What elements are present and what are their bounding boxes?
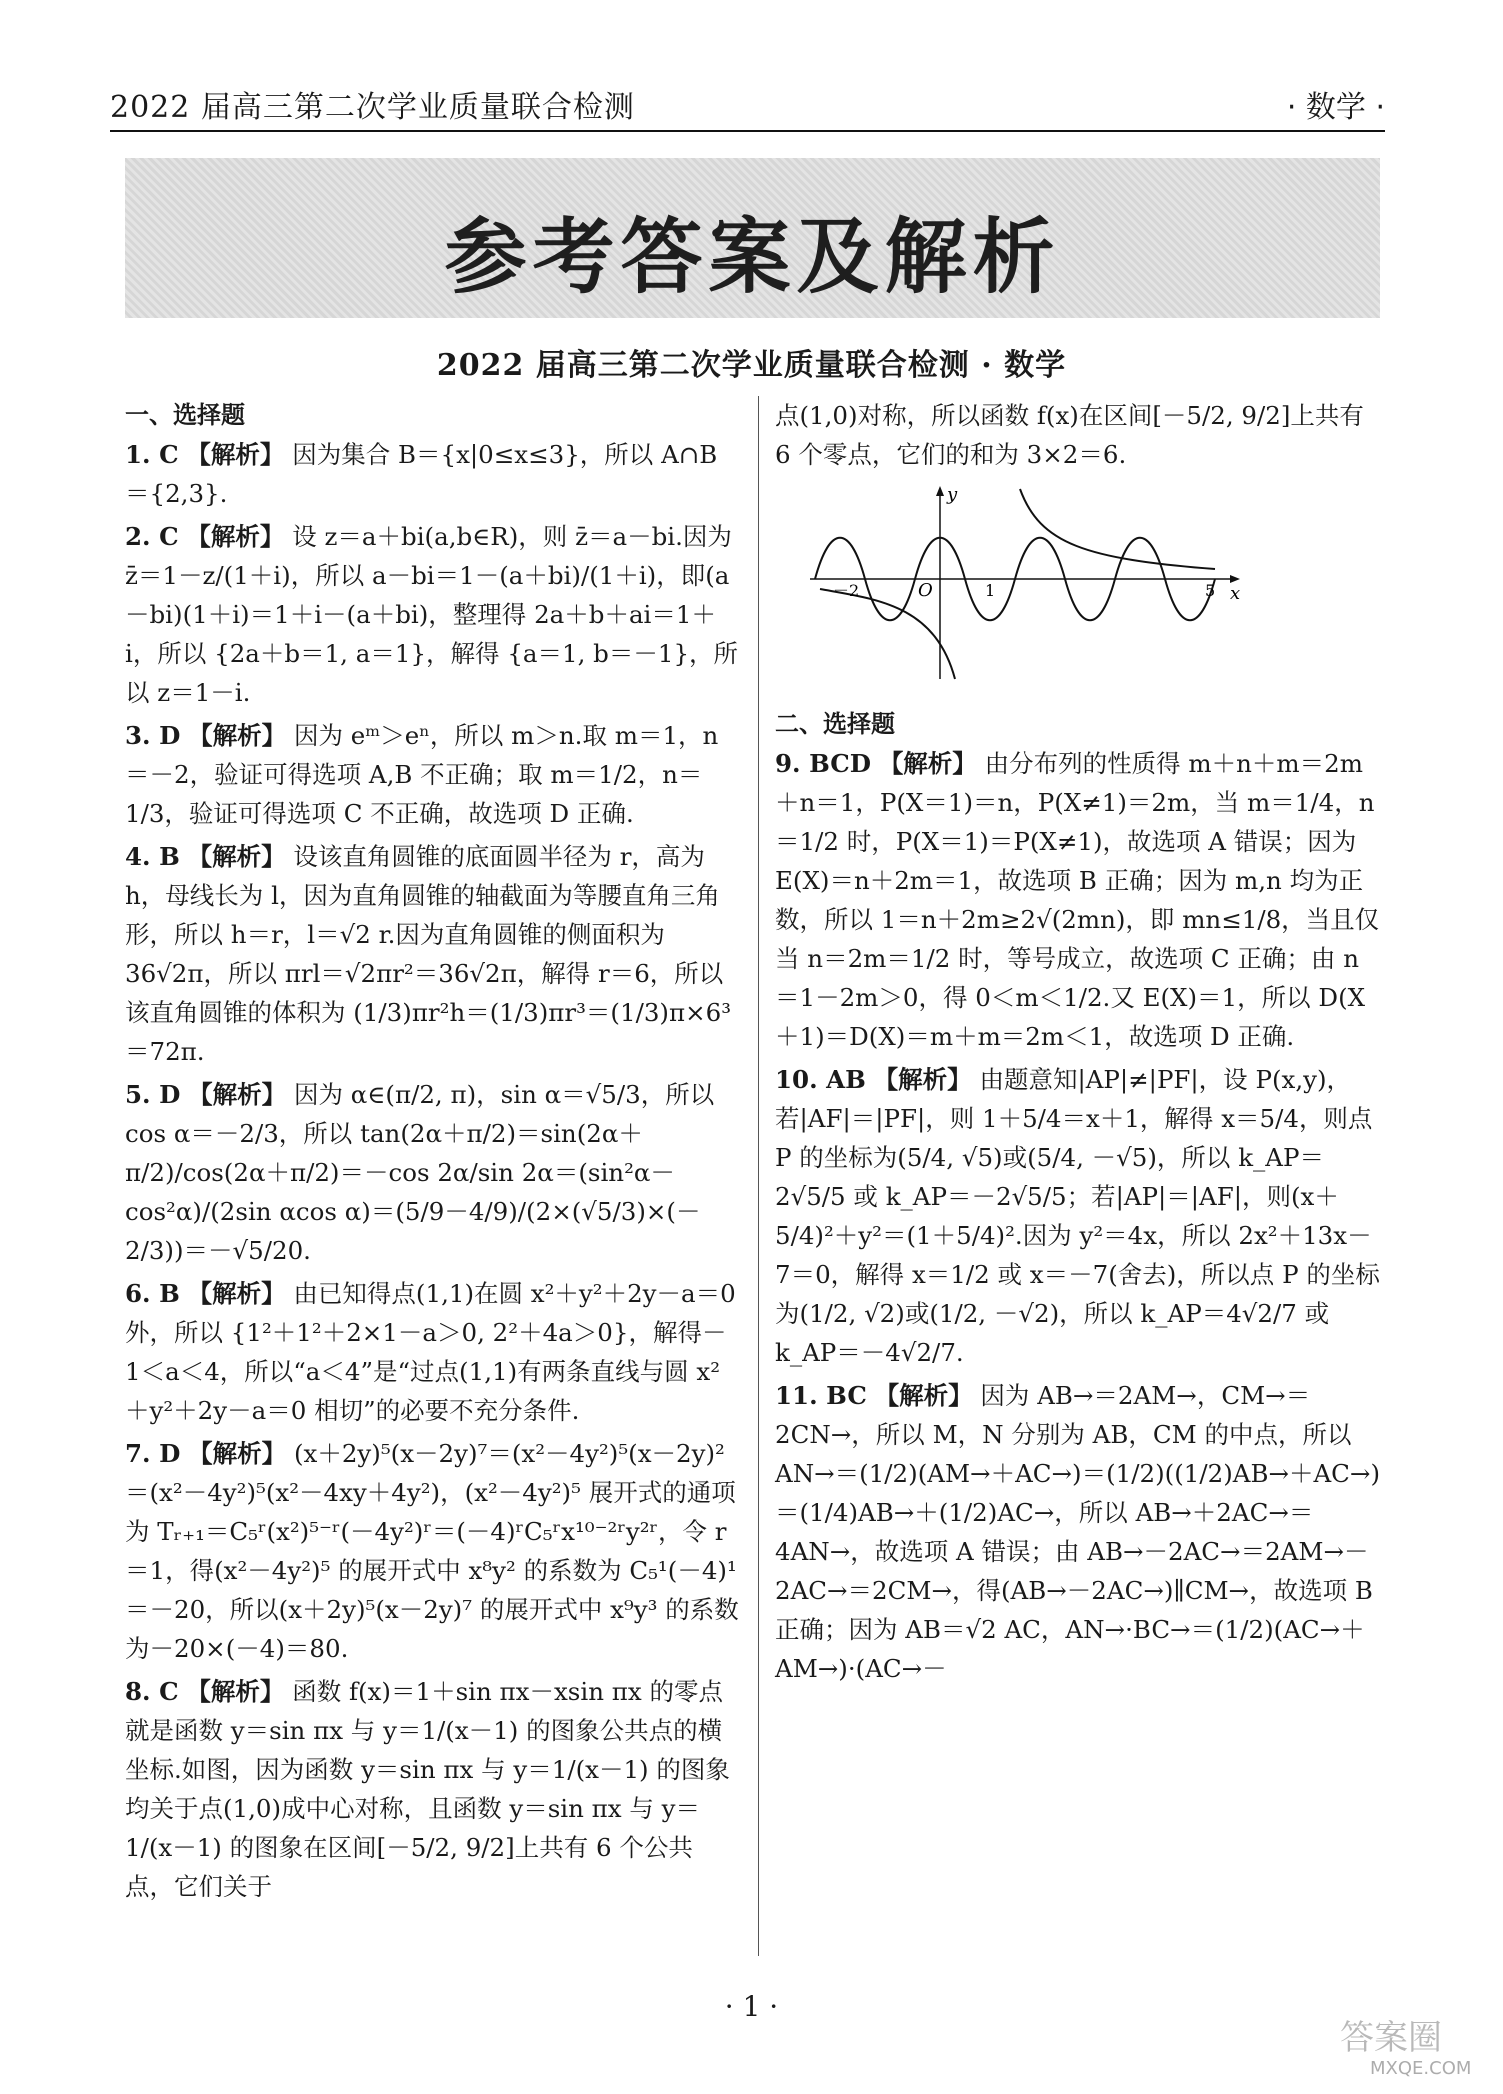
answer-item-6	[125, 1274, 740, 1430]
left-column	[125, 396, 740, 1910]
page-header	[110, 70, 1385, 130]
header-rule	[110, 130, 1385, 132]
analysis-tag: 【解析】	[188, 1439, 287, 1468]
header-exam-title: 2022 届高三第二次学业质量联合检测	[110, 90, 635, 125]
document-subtitle: 2022 届高三第二次学业质量联合检测 · 数学	[436, 348, 1067, 383]
label-five: 5	[1205, 581, 1216, 600]
analysis-tag: 【解析】	[186, 522, 285, 551]
answer-number: 6. B	[125, 1279, 180, 1308]
hyperbola-left-branch	[820, 589, 955, 679]
answer-text: 函数 f(x)＝1＋sin πx－xsin πx 的零点就是函数 y＝sin πx 与 y＝1/(x－1) 的图象公共点的横坐标.如图，因为函数 y＝sin πx 与 y＝1/(x－1) 的图象均关于点(1,0)成中心对称，且函数 y＝sin πx 与 y＝1/(x－1) 的图象在区间[－5/2, 9/2]上共有 6 个公共点，它们关于	[125, 1677, 730, 1901]
answer-number: 1. C	[125, 440, 179, 469]
answer-item-5	[125, 1075, 740, 1270]
answer-text: 点(1,0)对称，所以函数 f(x)在区间[－5/2, 9/2]上共有 6 个零点，它们的和为 3×2＝6.	[775, 401, 1364, 469]
answer-text: 因为集合 B＝{x|0≤x≤3}，所以 A∩B＝{2,3}.	[125, 440, 718, 508]
answer-item-1	[125, 435, 740, 513]
answer-item-2	[125, 517, 740, 712]
section-heading-1: 一、选择题	[125, 401, 245, 429]
answer-number: 2. C	[125, 522, 179, 551]
right-column	[775, 396, 1380, 1692]
answer-item-4	[125, 837, 740, 1071]
section-heading-2: 二、选择题	[775, 710, 895, 738]
answer-item-3	[125, 716, 740, 833]
label-x: x	[1230, 583, 1241, 604]
answer-number: 9. BCD	[775, 749, 872, 778]
analysis-tag: 【解析】	[874, 1381, 973, 1410]
x-axis-arrow	[1230, 575, 1240, 583]
analysis-tag: 【解析】	[878, 749, 977, 778]
answer-text: 因为 α∈(π/2, π)，sin α＝√5/3，所以 cos α＝－2/3，所以 tan(2α＋π/2)＝sin(2α＋π/2)/cos(2α＋π/2)＝－cos 2α/sin 2α＝(sin²α－cos²α)/(2sin αcos α)＝(5/9－4/9)/(2×(√5/3)×(－2/3))＝－√5/20.	[125, 1080, 715, 1265]
label-one: 1	[985, 581, 996, 600]
answer-number: 11. BC	[775, 1381, 867, 1410]
analysis-tag: 【解析】	[873, 1065, 972, 1094]
answer-text: 因为 AB→＝2AM→，CM→＝2CN→，所以 M，N 分别为 AB，CM 的中点，所以 AN→＝(1/2)(AM→＋AC→)＝(1/2)((1/2)AB→＋AC→)＝(1/4)AB→＋(1/2)AC→，所以 AB→＋2AC→＝4AN→，故选项 A 错误；由 AB→－2AC→＝2AM→－2AC→＝2CM→，得(AB→－2AC→)∥CM→，故选项 B 正确；因为 AB＝√2 AC，AN→·BC→＝(1/2)(AC→＋AM→)·(AC→－	[775, 1381, 1380, 1683]
analysis-tag: 【解析】	[188, 1080, 287, 1109]
y-axis-arrow	[936, 486, 944, 496]
label-origin: O	[918, 580, 933, 601]
answer-text: 由题意知|AP|≠|PF|，设 P(x,y)，若|AF|＝|PF|，则 1＋5/4＝x＋1，解得 x＝5/4，则点 P 的坐标为(5/4, √5)或(5/4, －√5)，所以 k_AP＝2√5/5 或 k_AP＝－2√5/5；若|AP|＝|AF|，则(x＋5/4)²＋y²＝(1＋5/4)².因为 y²＝4x，所以 2x²＋13x－7＝0，解得 x＝1/2 或 x＝－7(舍去)，所以点 P 的坐标为(1/2, √2)或(1/2, －√2)，所以 k_AP＝4√2/7 或 k_AP＝－4√2/7.	[775, 1065, 1380, 1367]
analysis-tag: 【解析】	[187, 842, 286, 871]
watermark-url: MXQE.COM	[1370, 2058, 1472, 2079]
watermark-logo: 答案圈	[1340, 2018, 1442, 2058]
answer-item-8	[125, 1672, 740, 1906]
answer-text: 设 z＝a＋bi(a,b∈R)，则 z̄＝a－bi.因为 z̄＝1－z/(1＋i)，所以 a－bi＝1－(a＋bi)/(1＋i)，即(a－bi)(1＋i)＝1＋i－(a＋bi)，整理得 2a＋b＋ai＝1＋i，所以 {2a＋b＝1, a＝1}，解得 {a＝1, b＝－1}，所以 z＝1－i.	[125, 522, 739, 707]
hyperbola-right-branch	[1020, 489, 1215, 569]
label-y: y	[947, 484, 958, 505]
answer-item-10	[775, 1060, 1380, 1372]
title-banner	[125, 158, 1380, 318]
answer-item-8-continued	[775, 396, 1380, 474]
analysis-tag: 【解析】	[187, 1279, 286, 1308]
answer-number: 5. D	[125, 1080, 181, 1109]
answer-number: 4. B	[125, 842, 180, 871]
answer-item-7	[125, 1434, 740, 1668]
column-divider	[758, 396, 759, 1956]
label-neg2: －2	[833, 581, 860, 600]
answer-number: 7. D	[125, 1439, 181, 1468]
answer-text: 因为 eᵐ＞eⁿ，所以 m＞n.取 m＝1，n＝－2，验证可得选项 A,B 不正确；取 m＝1/2，n＝1/3，验证可得选项 C 不正确，故选项 D 正确.	[125, 721, 719, 828]
page-number: · 1 ·	[724, 1990, 779, 2023]
analysis-tag: 【解析】	[186, 1677, 285, 1706]
answer-text: 由已知得点(1,1)在圆 x²＋y²＋2y－a＝0 外，所以 {1²＋1²＋2×1－a＞0, 2²＋4a＞0}，解得－1＜a＜4，所以“a＜4”是“过点(1,1)有两条直线与圆 x²＋y²＋2y－a＝0 相切”的必要不充分条件.	[125, 1279, 736, 1425]
answer-text: (x＋2y)⁵(x－2y)⁷＝(x²－4y²)⁵(x－2y)²＝(x²－4y²)⁵(x²－4xy＋4y²)，(x²－4y²)⁵ 展开式的通项为 Tᵣ₊₁＝C₅ʳ(x²)⁵⁻ʳ(－4y²)ʳ＝(－4)ʳC₅ʳx¹⁰⁻²ʳy²ʳ，令 r＝1，得(x²－4y²)⁵ 的展开式中 x⁸y² 的系数为 C₅¹(－4)¹＝－20，所以(x＋2y)⁵(x－2y)⁷ 的展开式中 x⁹y³ 的系数为－20×(－4)＝80.	[125, 1439, 739, 1663]
answer-item-11	[775, 1376, 1380, 1688]
analysis-tag: 【解析】	[186, 440, 285, 469]
answer-number: 10. AB	[775, 1065, 866, 1094]
analysis-tag: 【解析】	[188, 721, 287, 750]
answer-item-9	[775, 744, 1380, 1056]
banner-title: 参考答案及解析	[444, 210, 1061, 305]
function-graph	[805, 484, 1245, 684]
answer-text: 设该直角圆锥的底面圆半径为 r，高为 h，母线长为 l，因为直角圆锥的轴截面为等腰直角三角形，所以 h＝r，l＝√2 r.因为直角圆锥的侧面积为 36√2π，所以 πrl＝√2πr²＝36√2π，解得 r＝6，所以该直角圆锥的体积为 (1/3)πr²h＝(1/3)πr³＝(1/3)π×6³＝72π.	[125, 842, 732, 1066]
answer-number: 3. D	[125, 721, 181, 750]
answer-number: 8. C	[125, 1677, 179, 1706]
answer-text: 由分布列的性质得 m＋n＋m＝2m＋n＝1，P(X＝1)＝n，P(X≠1)＝2m，当 m＝1/4，n＝1/2 时，P(X＝1)＝P(X≠1)，故选项 A 错误；因为 E(X)＝n＋2m＝1，故选项 B 正确；因为 m,n 均为正数，所以 1＝n＋2m≥2√(2mn)，即 mn≤1/8，当且仅当 n＝2m＝1/2 时，等号成立，故选项 C 正确；由 n＝1－2m＞0，得 0＜m＜1/2.又 E(X)＝1，所以 D(X＋1)＝D(X)＝m＋m＝2m＜1，故选项 D 正确.	[775, 749, 1380, 1051]
header-subject: · 数学 ·	[1286, 90, 1385, 125]
